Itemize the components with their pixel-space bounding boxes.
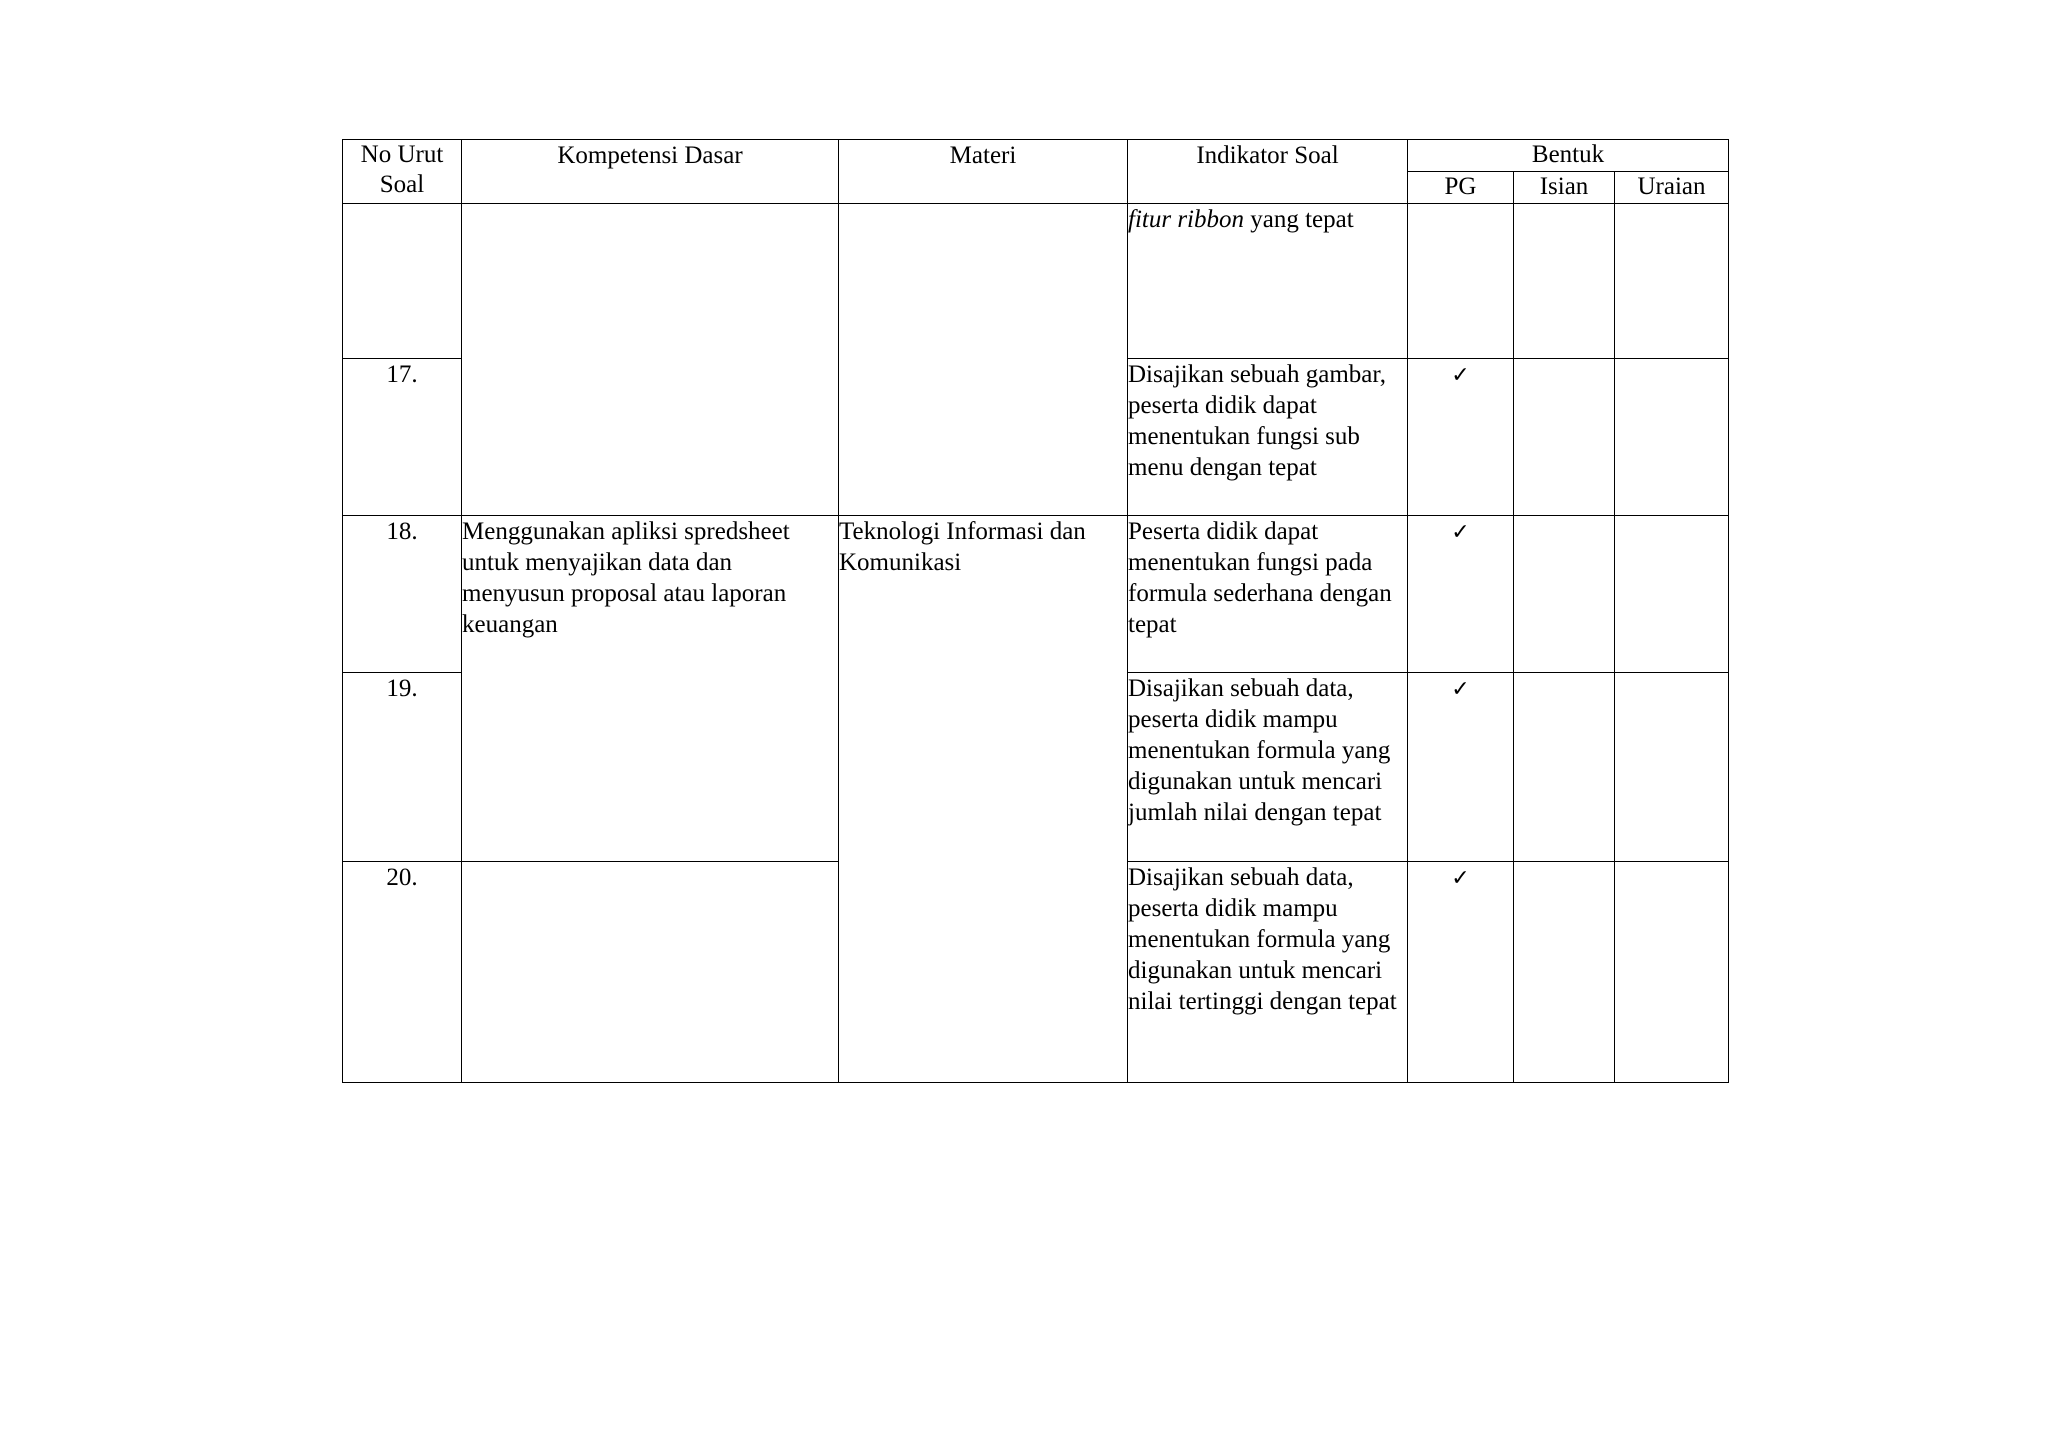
row-number: 18. — [343, 516, 462, 673]
kompetensi-dasar-cell — [462, 862, 839, 1083]
isian-cell — [1514, 359, 1615, 516]
pg-cell — [1408, 204, 1514, 359]
indikator-text: yang tepat — [1244, 206, 1354, 233]
materi-cell: Teknologi Informasi dan Komunikasi — [839, 516, 1128, 1083]
isian-cell — [1514, 204, 1615, 359]
header-no-urut-label: No Urut — [360, 141, 444, 168]
header-indikator-soal: Indikator Soal — [1128, 140, 1408, 204]
header-kompetensi-dasar: Kompetensi Dasar — [462, 140, 839, 204]
header-no-urut-soal — [343, 140, 462, 204]
header-isian: Isian — [1514, 172, 1615, 204]
pg-cell — [1408, 516, 1514, 673]
row-number: 20. — [343, 862, 462, 1083]
kisi-kisi-table — [342, 139, 1729, 1083]
kompetensi-dasar-cell: Menggunakan apliksi spredsheet untuk menyajikan data dan menyusun proposal atau laporan keuangan — [462, 516, 839, 862]
checkmark-icon: ✓ — [1451, 363, 1470, 388]
isian-cell — [1514, 516, 1615, 673]
uraian-cell — [1615, 359, 1729, 516]
checkmark-icon: ✓ — [1451, 520, 1470, 545]
checkmark-icon: ✓ — [1451, 866, 1470, 891]
indikator-cell: Disajikan sebuah data, peserta didik mampu menentukan formula yang digunakan untuk mencari jumlah nilai dengan tepat — [1128, 673, 1408, 862]
kompetensi-dasar-cell — [462, 204, 839, 516]
pg-cell — [1408, 673, 1514, 862]
checkmark-icon: ✓ — [1451, 677, 1470, 702]
row-number: 19. — [343, 673, 462, 862]
uraian-cell — [1615, 204, 1729, 359]
header-soal-label: Soal — [379, 171, 425, 198]
indikator-cell — [1128, 204, 1408, 359]
uraian-cell — [1615, 516, 1729, 673]
isian-cell — [1514, 862, 1615, 1083]
isian-cell — [1514, 673, 1615, 862]
materi-cell — [839, 204, 1128, 516]
pg-cell — [1408, 862, 1514, 1083]
table-row — [343, 516, 1729, 673]
header-uraian: Uraian — [1615, 172, 1729, 204]
indikator-cell: Peserta didik dapat menentukan fungsi pada formula sederhana dengan tepat — [1128, 516, 1408, 673]
pg-cell — [1408, 359, 1514, 516]
row-number: 17. — [343, 359, 462, 516]
indikator-cell: Disajikan sebuah data, peserta didik mampu menentukan formula yang digunakan untuk mencari nilai tertinggi dengan tepat — [1128, 862, 1408, 1083]
table-header-row — [343, 140, 1729, 172]
uraian-cell — [1615, 673, 1729, 862]
indikator-cell: Disajikan sebuah gambar, peserta didik dapat menentukan fungsi sub menu dengan tepat — [1128, 359, 1408, 516]
header-pg: PG — [1408, 172, 1514, 204]
table-row — [343, 204, 1729, 359]
row-number — [343, 204, 462, 359]
header-bentuk: Bentuk — [1408, 140, 1729, 172]
indikator-italic-text: fitur ribbon — [1128, 206, 1244, 233]
uraian-cell — [1615, 862, 1729, 1083]
header-materi: Materi — [839, 140, 1128, 204]
